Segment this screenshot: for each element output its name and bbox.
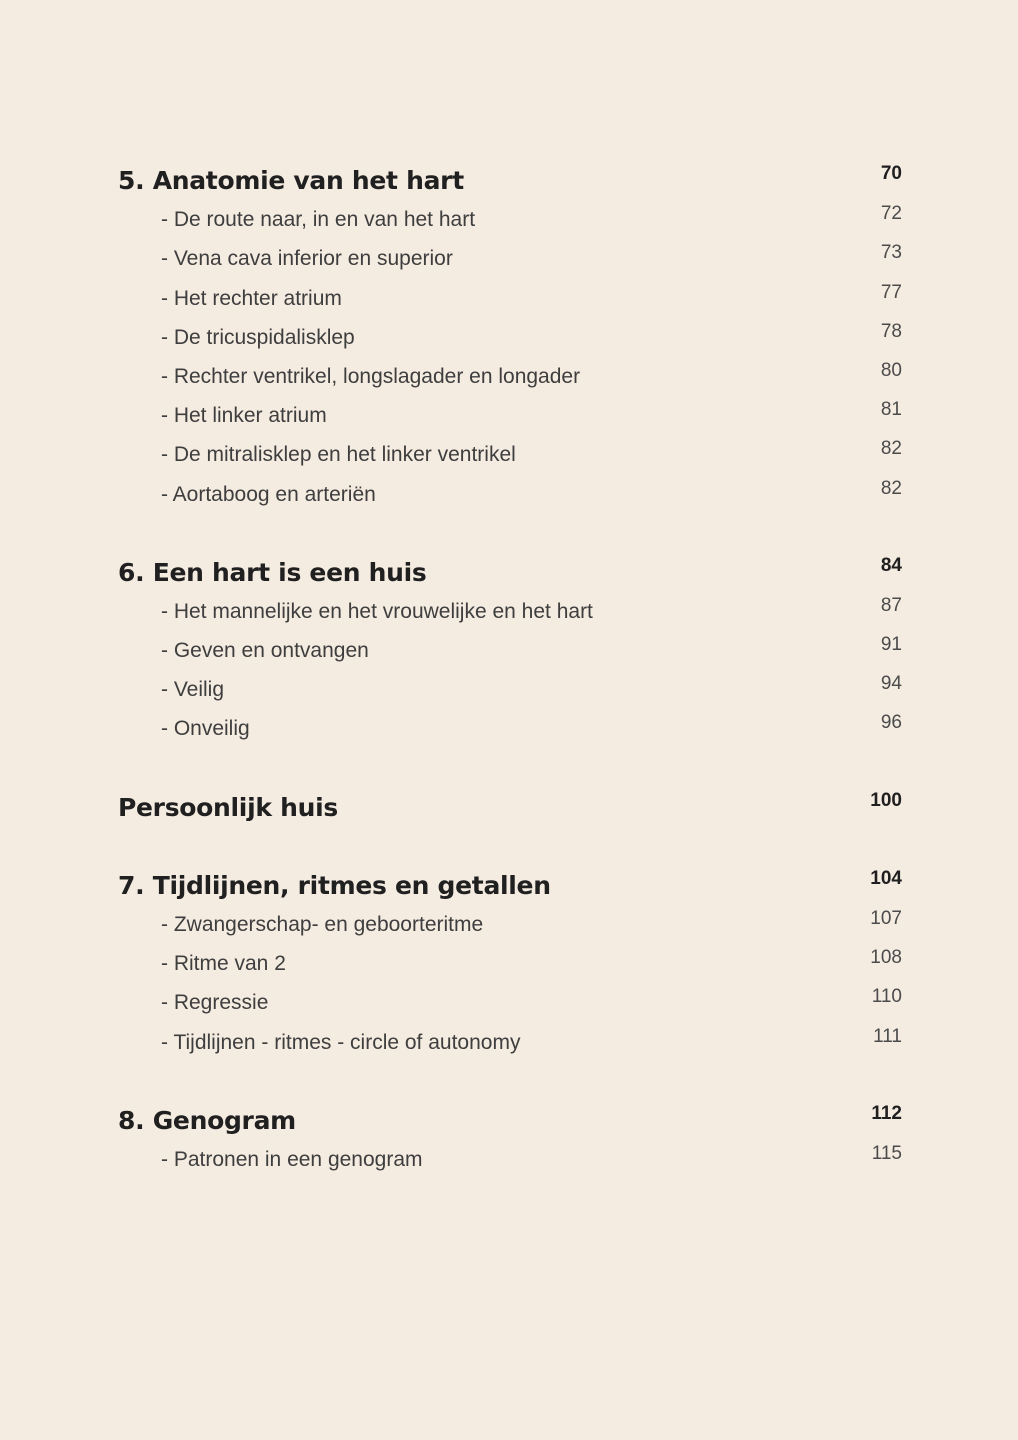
toc-heading-row[interactable] xyxy=(118,865,902,904)
toc-item-label: - Rechter ventrikel, longslagader en longader xyxy=(161,364,581,388)
toc-item-row[interactable] xyxy=(118,669,902,708)
toc-item-row[interactable] xyxy=(118,238,902,277)
toc-section-6 xyxy=(118,552,902,748)
toc-item-label: - Geven en ontvangen xyxy=(161,639,369,663)
toc-item-label: - Regressie xyxy=(161,991,269,1015)
toc-item-label: - Onveilig xyxy=(161,717,250,741)
toc-heading-title: 6. Een hart is een huis xyxy=(118,557,427,587)
toc-item-label: - Veilig xyxy=(161,678,225,702)
toc-item-row[interactable] xyxy=(118,943,902,982)
toc-item-page-number: 80 xyxy=(880,359,902,381)
toc-item-label: - Zwangerschap- en geboorteritme xyxy=(161,913,484,936)
toc-item-row[interactable] xyxy=(118,591,902,630)
toc-item-label: - Het rechter atrium xyxy=(161,286,342,310)
toc-item-row[interactable] xyxy=(118,474,902,513)
toc-item-page-number: 94 xyxy=(880,673,902,695)
toc-item-row[interactable] xyxy=(118,434,902,473)
toc-item-page-number: 91 xyxy=(880,634,902,656)
toc-section-8 xyxy=(118,1100,902,1178)
toc-item-page-number: 82 xyxy=(880,438,902,460)
toc-item-row[interactable] xyxy=(118,630,902,669)
toc-item-row[interactable] xyxy=(118,1139,902,1178)
toc-item-page-number: 96 xyxy=(880,712,902,734)
toc-item-page-number: 115 xyxy=(871,1142,902,1164)
toc-item-label: - Aortaboog en arteriën xyxy=(161,482,376,506)
toc-item-row[interactable] xyxy=(118,395,902,434)
toc-item-page-number: 78 xyxy=(880,320,902,342)
toc-item-label: - Vena cava inferior en superior xyxy=(161,247,453,271)
toc-section-persoonlijk-huis xyxy=(118,787,902,826)
toc-item-row[interactable] xyxy=(118,708,902,747)
toc-item-page-number: 72 xyxy=(880,203,902,225)
toc-item-row[interactable] xyxy=(118,1022,902,1061)
toc-item-label: - De mitralisklep en het linker ventrikel xyxy=(161,443,516,467)
toc-heading-row[interactable] xyxy=(118,160,902,199)
section-spacer xyxy=(118,748,902,787)
toc-item-row[interactable] xyxy=(118,356,902,395)
toc-item-page-number: 108 xyxy=(870,947,902,969)
toc-item-page-number: 73 xyxy=(880,242,902,264)
toc-item-label: - De tricuspidalisklep xyxy=(161,325,355,349)
toc-heading-title: 5. Anatomie van het hart xyxy=(118,166,464,195)
toc-section-7 xyxy=(118,865,902,1061)
toc-item-label: - De route naar, in en van het hart xyxy=(161,208,476,232)
toc-item-label: - Ritme van 2 xyxy=(161,952,286,976)
toc-item-page-number: 82 xyxy=(880,477,902,499)
toc-item-page-number: 77 xyxy=(880,281,902,303)
toc-heading-page-number: 70 xyxy=(880,163,902,184)
toc-heading-title: 7. Tijdlijnen, ritmes en getallen xyxy=(118,870,551,900)
toc-item-row[interactable] xyxy=(118,982,902,1021)
section-spacer xyxy=(118,1061,902,1100)
toc-section-5 xyxy=(118,160,902,513)
toc-heading-page-number: 112 xyxy=(871,1102,902,1124)
toc-heading-row[interactable] xyxy=(118,552,902,591)
toc-heading-title: Persoonlijk huis xyxy=(118,792,338,822)
toc-item-page-number: 87 xyxy=(880,594,902,616)
toc-item-page-number: 81 xyxy=(880,399,902,421)
toc-heading-row[interactable] xyxy=(118,1100,902,1139)
toc-heading-page-number: 104 xyxy=(870,867,902,889)
toc-item-page-number: 107 xyxy=(870,908,902,929)
table-of-contents xyxy=(118,160,902,1178)
toc-item-label: - Tijdlijnen - ritmes - circle of autonomy xyxy=(161,1030,521,1054)
toc-heading-page-number: 84 xyxy=(880,554,902,576)
toc-item-row[interactable] xyxy=(118,278,902,317)
toc-item-label: - Het linker atrium xyxy=(161,404,327,428)
toc-item-page-number: 111 xyxy=(873,1025,902,1047)
section-spacer xyxy=(118,513,902,552)
toc-item-label: - Patronen in een genogram xyxy=(161,1147,423,1171)
toc-heading-title: 8. Genogram xyxy=(118,1105,296,1135)
toc-heading-page-number: 100 xyxy=(870,789,902,811)
toc-item-label: - Het mannelijke en het vrouwelijke en het hart xyxy=(161,599,593,623)
toc-item-row[interactable] xyxy=(118,904,902,943)
toc-heading-row[interactable] xyxy=(118,787,902,826)
toc-item-row[interactable] xyxy=(118,199,902,238)
section-spacer xyxy=(118,826,902,865)
toc-item-row[interactable] xyxy=(118,317,902,356)
toc-item-page-number: 110 xyxy=(871,986,902,1008)
